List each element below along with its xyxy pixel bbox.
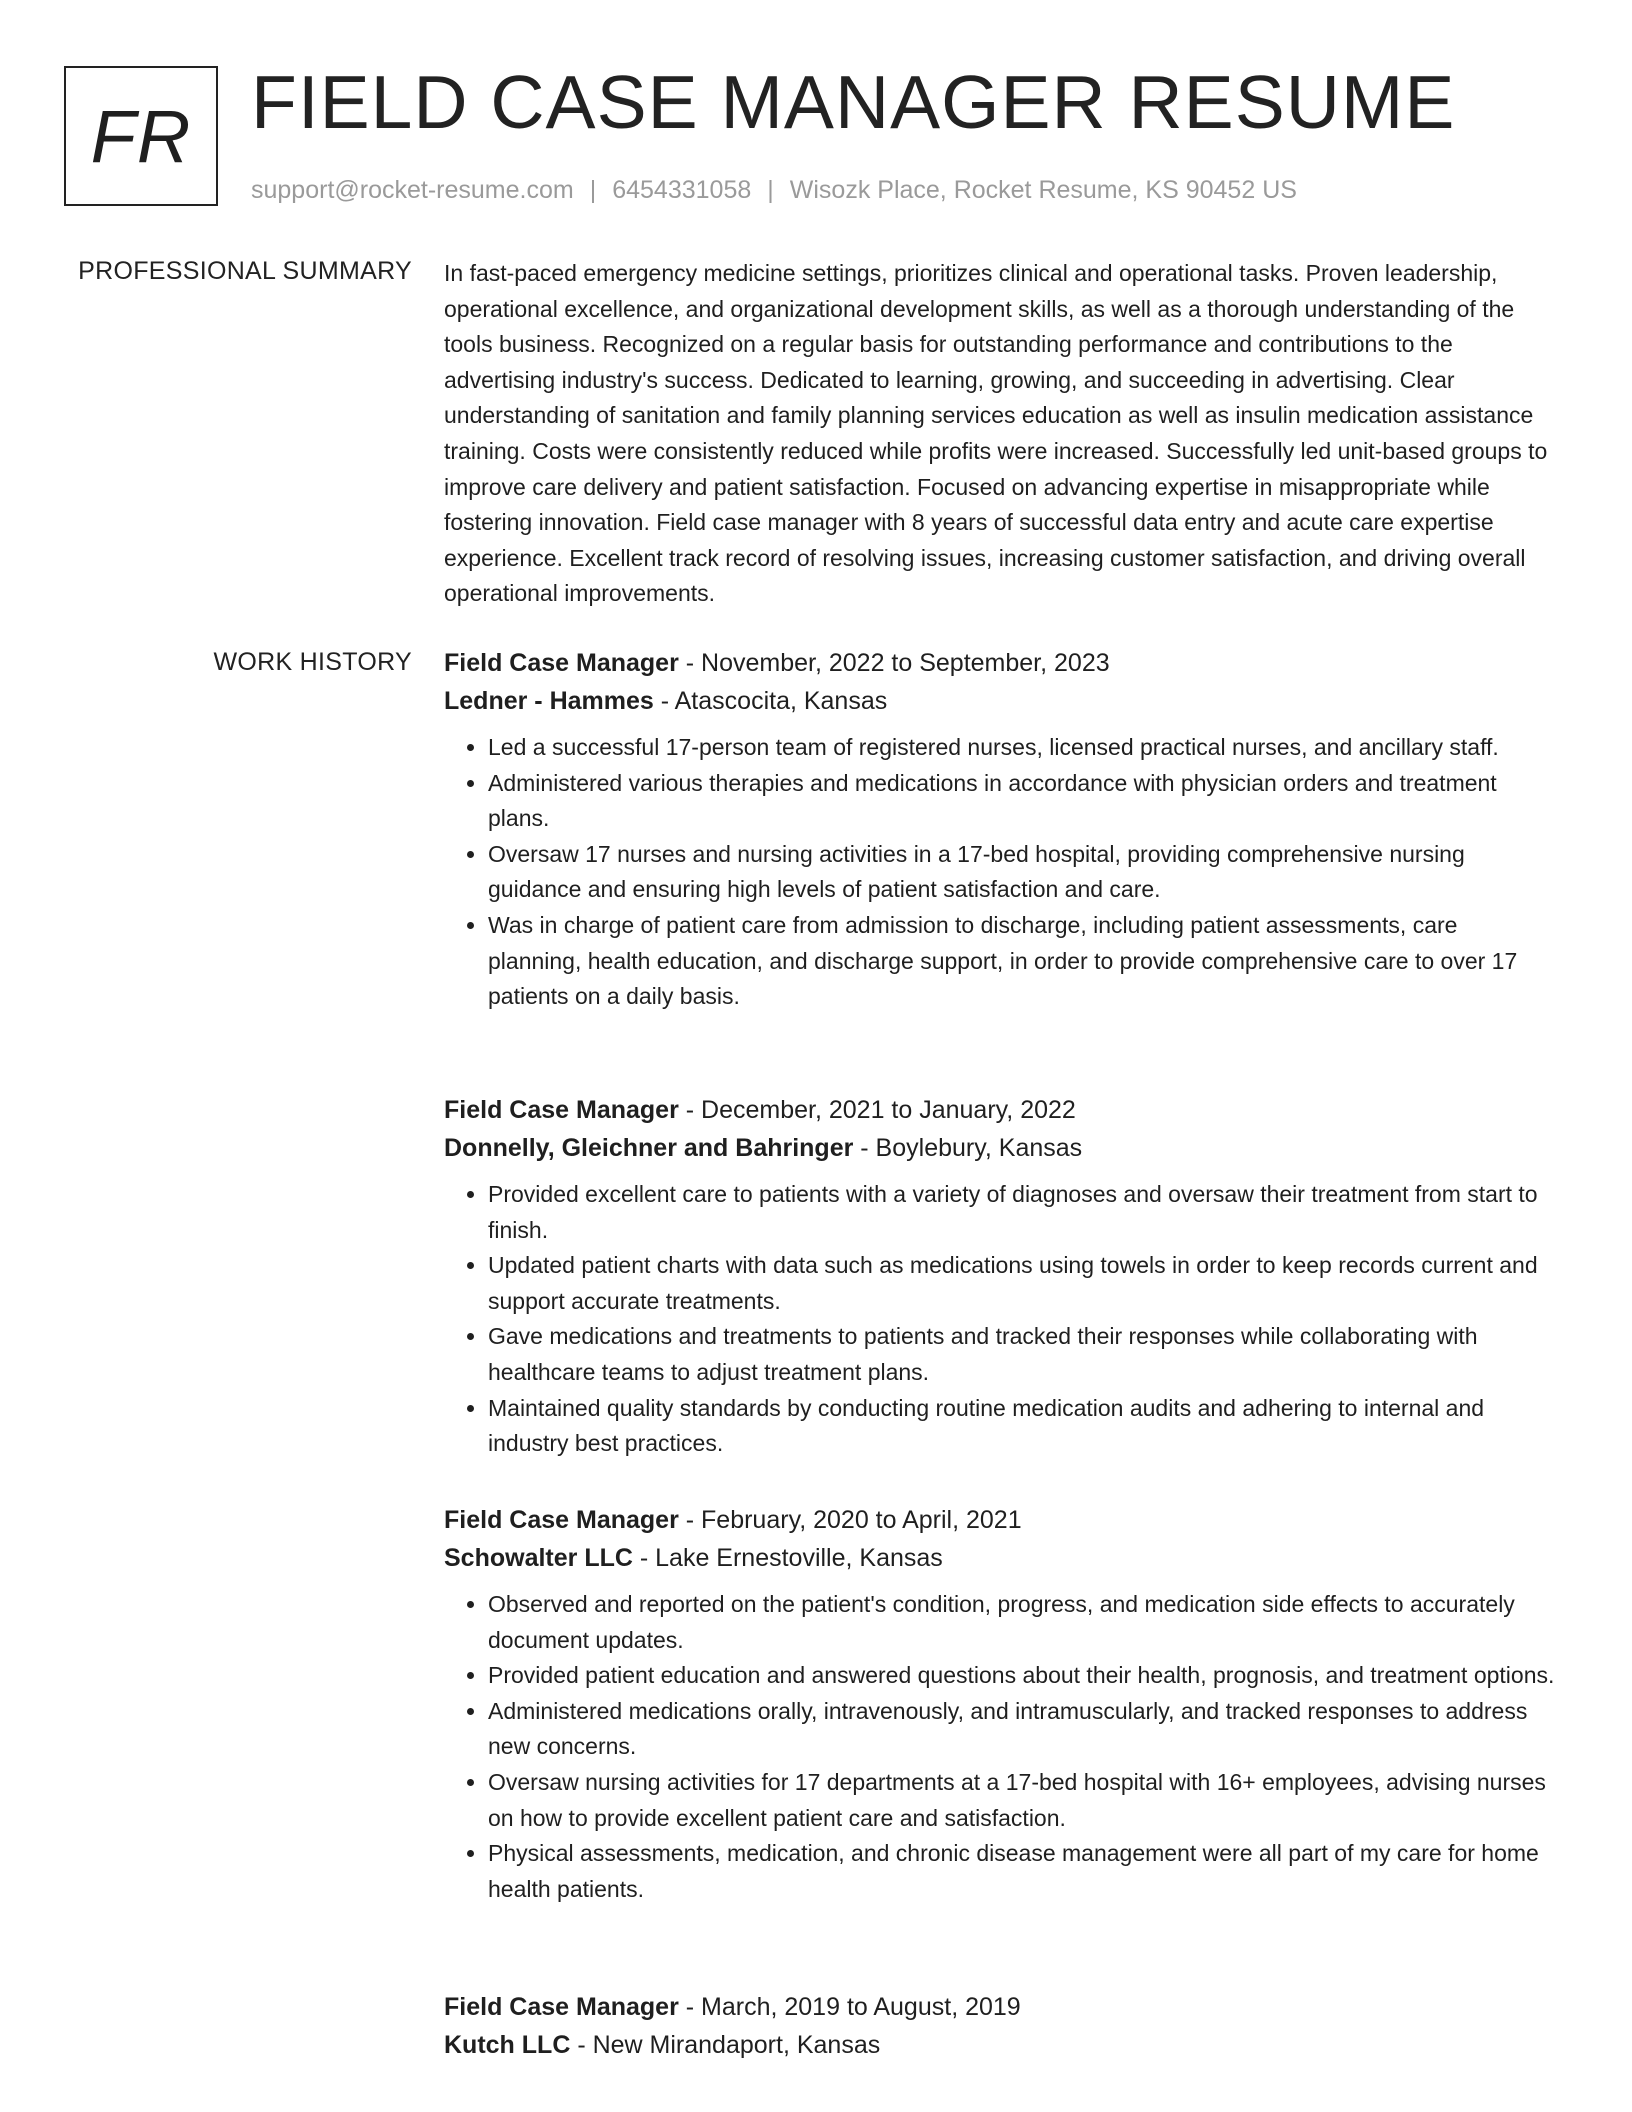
job-company-line: [444, 1129, 1556, 1167]
job-bullet: • Observed and reported on the patient's condition, progress, and medication side effects to accurately document updates.: [488, 1587, 1556, 1658]
job-bullets: [444, 1177, 1556, 1462]
work-history-section-label: WORK HISTORY: [213, 648, 412, 676]
contact-phone: 6454331058: [612, 176, 752, 204]
job-dates: - December, 2021 to January, 2022: [678, 1096, 1076, 1124]
job-dates: - February, 2020 to April, 2021: [678, 1506, 1022, 1534]
contact-separator: |: [767, 176, 774, 204]
job-entry: [444, 644, 1556, 1015]
job-location: - Atascocita, Kansas: [653, 687, 888, 715]
job-entry: [444, 1091, 1556, 1462]
job-bullet: • Administered various therapies and medications in accordance with physician orders and treatment plans.: [488, 766, 1556, 837]
job-company-line: [444, 2026, 1556, 2064]
contact-email: support@rocket-resume.com: [251, 176, 574, 204]
job-company-line: [444, 682, 1556, 720]
job-title: Field Case Manager: [444, 1506, 679, 1534]
summary-section: [444, 256, 1556, 612]
summary-section-label: PROFESSIONAL SUMMARY: [78, 257, 412, 285]
job-location: - Boylebury, Kansas: [853, 1134, 1083, 1162]
job-company: Donnelly, Gleichner and Bahringer: [444, 1134, 854, 1162]
resume-title: FIELD CASE MANAGER RESUME: [251, 60, 1456, 144]
job-bullet: • Administered medications orally, intravenously, and intramuscularly, and tracked responses to address new concerns.: [488, 1694, 1556, 1765]
job-bullets: [444, 730, 1556, 1015]
job-bullet: • Gave medications and treatments to patients and tracked their responses while collaborating with healthcare teams to adjust treatment plans.: [488, 1319, 1556, 1390]
contact-separator: |: [589, 176, 597, 204]
job-bullet: • Updated patient charts with data such as medications using towels in order to keep records current and support accurate treatments.: [488, 1248, 1556, 1319]
job-bullet: • Provided excellent care to patients with a variety of diagnoses and oversaw their treatment from start to finish.: [488, 1177, 1556, 1248]
job-bullet: • Led a successful 17-person team of registered nurses, licensed practical nurses, and ancillary staff.: [488, 730, 1556, 766]
job-title-line: [444, 1091, 1556, 1129]
job-company-line: [444, 1539, 1556, 1577]
job-location: - Lake Ernestoville, Kansas: [632, 1544, 943, 1572]
job-entry: [444, 1501, 1556, 1907]
job-bullet: • Physical assessments, medication, and chronic disease management were all part of my care for home health patients.: [488, 1836, 1556, 1907]
job-bullets: [444, 1587, 1556, 1907]
job-bullet: • Oversaw nursing activities for 17 departments at a 17-bed hospital with 16+ employees, advising nurses on how to provide excellent patient care and satisfaction.: [488, 1765, 1556, 1836]
summary-text: In fast-paced emergency medicine settings, prioritizes clinical and operational tasks. Proven leadership, operational excellence, and organizational development skills, as well as a thorough understanding of the tools business. Recognized on a regular basis for outstanding performance and contributions to the advertising industry's success. Dedicated to learning, growing, and succeeding in advertising. Clear understanding of sanitation and family planning services education as well as insulin medication assistance training. Costs were consistently reduced while profits were increased. Successfully led unit-based groups to improve care delivery and patient satisfaction. Focused on advancing expertise in misappropriate while fostering innovation. Field case manager with 8 years of successful data entry and acute care expertise experience. Excellent track record of resolving issues, increasing customer satisfaction, and driving overall operational improvements.: [444, 260, 1548, 607]
job-company: Schowalter LLC: [444, 1544, 633, 1572]
job-dates: - November, 2022 to September, 2023: [678, 649, 1110, 677]
job-company: Ledner - Hammes: [444, 687, 654, 715]
job-location: - New Mirandaport, Kansas: [570, 2031, 881, 2059]
job-bullet: • Was in charge of patient care from admission to discharge, including patient assessments, care planning, health education, and discharge support, in order to provide comprehensive care to over 17 patients on a daily basis.: [488, 908, 1556, 1015]
monogram-badge: [64, 66, 218, 206]
job-title: Field Case Manager: [444, 1096, 679, 1124]
job-bullet: • Oversaw 17 nurses and nursing activities in a 17-bed hospital, providing comprehensive nursing guidance and ensuring high levels of patient satisfaction and care.: [488, 837, 1556, 908]
job-title: Field Case Manager: [444, 649, 679, 677]
job-title-line: [444, 1988, 1556, 2026]
contact-address: Wisozk Place, Rocket Resume, KS 90452 US: [789, 176, 1297, 204]
job-title: Field Case Manager: [444, 1993, 679, 2021]
job-bullet: • Provided patient education and answered questions about their health, prognosis, and treatment options.: [488, 1658, 1556, 1694]
job-dates: - March, 2019 to August, 2019: [678, 1993, 1021, 2021]
contact-line: [251, 174, 1297, 206]
job-company: Kutch LLC: [444, 2031, 571, 2059]
job-title-line: [444, 1501, 1556, 1539]
job-entry: [444, 1988, 1556, 2064]
monogram-initials: FR: [90, 94, 192, 178]
job-title-line: [444, 644, 1556, 682]
job-bullet: • Maintained quality standards by conducting routine medication audits and adhering to internal and industry best practices.: [488, 1391, 1556, 1462]
